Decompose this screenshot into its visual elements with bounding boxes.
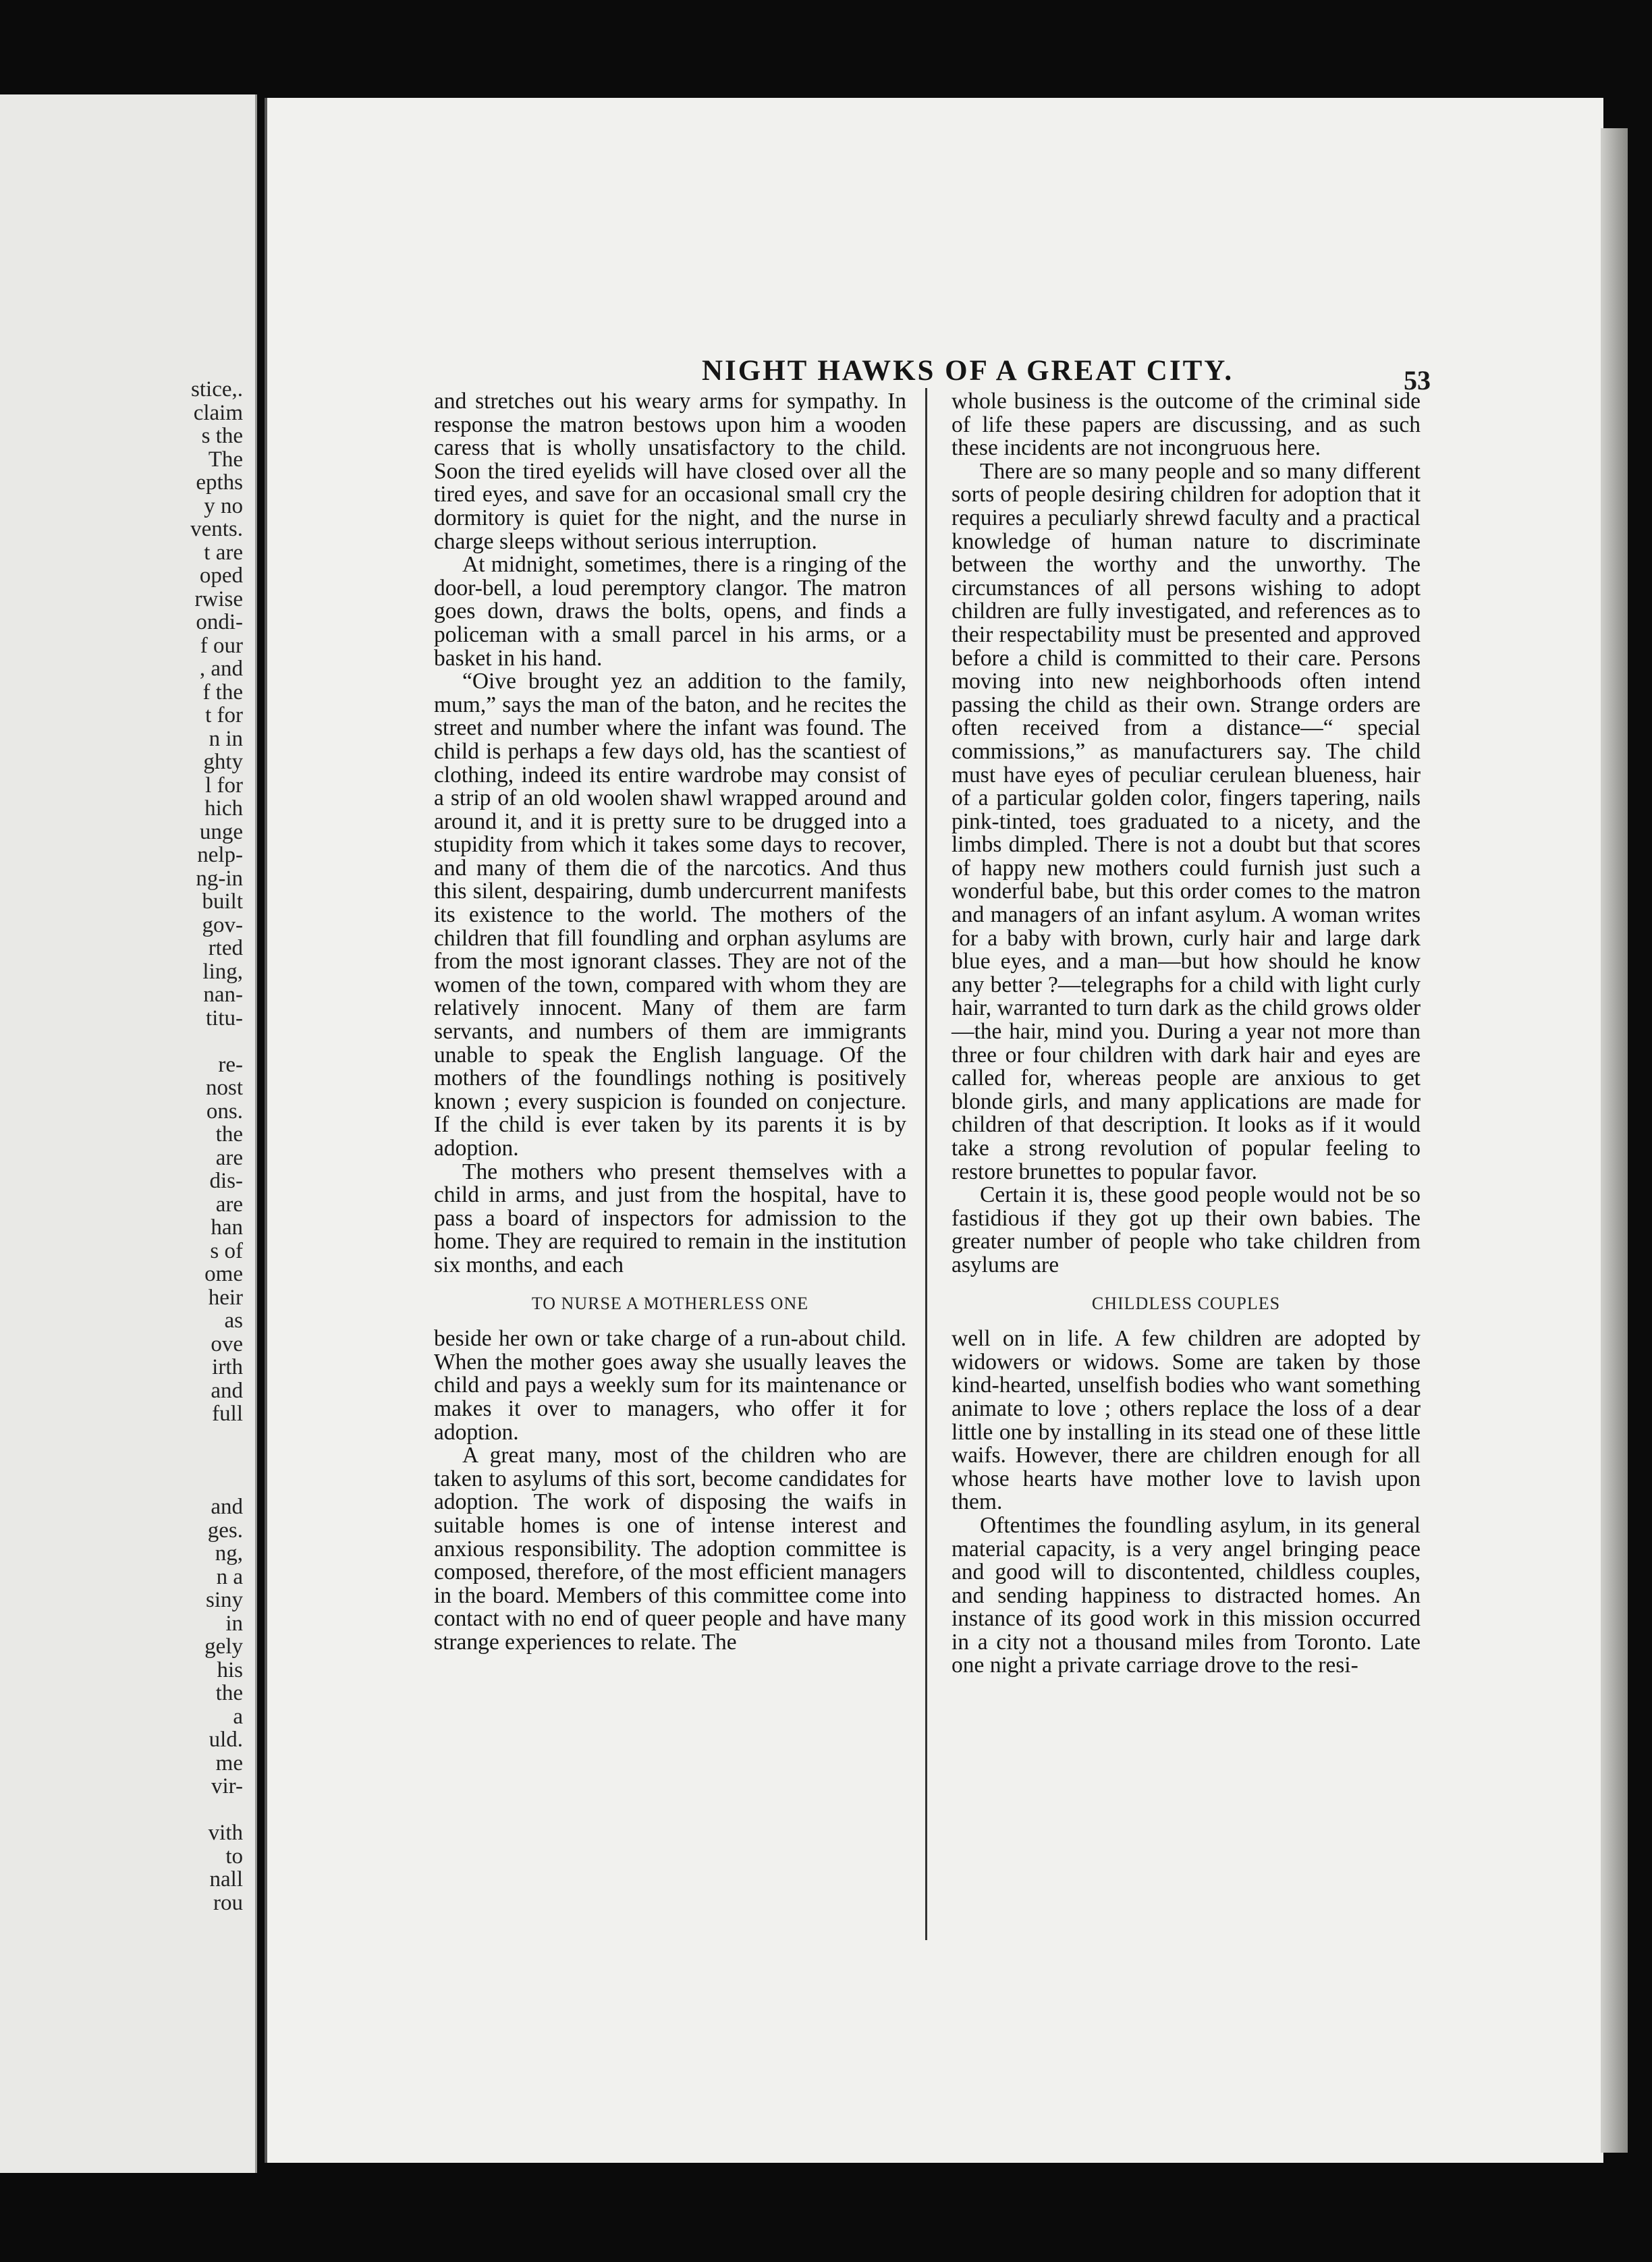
previous-page-fragment: f our — [200, 633, 243, 658]
previous-page-fragment: y no — [204, 493, 243, 518]
section-subheading: CHILDLESS COUPLES — [1091, 1293, 1281, 1313]
paragraph: whole business is the outcome of the criminal side of life these papers are discussing, and as such these incidents are not incongruous here. — [952, 389, 1421, 461]
previous-page-fragment: rou — [213, 1890, 243, 1915]
previous-page-fragment: ng, — [215, 1541, 243, 1566]
previous-page-fragment: and — [211, 1495, 243, 1519]
previous-page-fragment: full — [212, 1402, 243, 1426]
previous-page-fragment: re- — [218, 1052, 243, 1077]
previous-page-fragment: t for — [205, 703, 243, 727]
paragraph: A great many, most of the children who are taken to asylums of this sort, become candidates for adoption. The work of disposing the waifs in suitable homes is one of intense interest and anxious responsibility. The adoption committee is composed, therefore, of the most efficient managers in the board. Members of this committee come into contact with no end of queer people and have many strange experiences to relate. The — [434, 1443, 906, 1655]
running-head: NIGHT HAWKS OF A GREAT CITY. — [702, 355, 1234, 387]
previous-page-fragment: ng-in — [196, 866, 243, 891]
previous-page-fragment: t are — [204, 540, 243, 565]
previous-page-fragment: in — [225, 1611, 243, 1636]
previous-page-fragment: , and — [199, 657, 243, 681]
previous-page-strip — [0, 94, 257, 2173]
left-column — [434, 390, 906, 1654]
right-column — [952, 390, 1421, 1678]
paragraph: beside her own or take charge of a run-about child. When the mother goes away she usually leaves the child and pays a weekly sum for its maintenance or makes it over to managers, who offer it for adoption. — [434, 1326, 906, 1445]
previous-page-fragment: han — [211, 1215, 243, 1240]
paragraph: well on in life. A few children are adopted by widowers or widows. Some are taken by those kind-hearted, unselfish bodies who want something animate to love ; others replace the loss of a dear little one by installing in its stead one of these little waifs. However, there are children enough for all whose hearts have mother love to lavish upon them. — [952, 1326, 1421, 1515]
column-divider — [925, 388, 927, 1940]
paragraph: “Oive brought yez an addition to the family, mum,” says the man of the baton, and he recites the street and number where the infant was found. The child is perhaps a few days old, has the scantiest of clothing, indeed its entire wardrobe may consist of a strip of an old woolen shawl wrapped around and around it, and it is pretty sure to be drugged into a stupidity from which it takes some days to recover, and many of them die of the narcotics. And thus this silent, despairing, dumb undercurrent manifests its existence to the world. The mothers of the children that fill foundling and orphan asylums are from the most ignorant classes. They are not of the women of the town, compared with whom they are relatively innocent. Many of them are farm servants, and numbers of them are immigrants unable to speak the English language. Of the mothers of the foundlings nothing is positively known ; every suspicion is founded on conjecture. If the child is ever taken by its parents it is by adoption. — [434, 669, 906, 1161]
previous-page-fragment: epths — [196, 470, 243, 495]
previous-page-fragment: ove — [211, 1331, 243, 1356]
previous-page-fragment: titu- — [206, 1005, 243, 1030]
previous-page-fragment: l for — [205, 773, 243, 798]
previous-page-fragment: me — [215, 1750, 243, 1775]
previous-page-fragment: f the — [202, 680, 243, 705]
previous-page-fragment: irth — [212, 1355, 243, 1379]
previous-page-fragment: dis- — [209, 1169, 243, 1193]
previous-page-fragment: are — [215, 1145, 243, 1170]
previous-page-fragment: s of — [210, 1238, 243, 1263]
previous-page-fragment: ondi- — [196, 610, 243, 634]
previous-page-fragment: nall — [209, 1867, 243, 1892]
previous-page-fragment: vents. — [190, 517, 243, 541]
previous-page-fragment: uld. — [209, 1728, 243, 1752]
page-number: 53 — [1404, 365, 1431, 395]
paragraph: The mothers who present themselves with a child in arms, and just from the hospital, have to pass a board of inspectors for admission to the home. They are required to remain in the institution six months, and each — [434, 1159, 906, 1277]
previous-page-fragment: nelp- — [197, 843, 243, 867]
paragraph: Certain it is, these good people would not be so fastidious if they got up their own babies. The greater number of people who take children from asylums are — [952, 1182, 1421, 1277]
previous-page-fragment: built — [202, 889, 243, 914]
previous-page-fragment: ghty — [203, 750, 243, 774]
previous-page-fragment: gely — [204, 1634, 243, 1659]
previous-page-fragment: are — [215, 1192, 243, 1217]
paragraph: There are so many people and so many different sorts of people desiring children for adoption that it requires a peculiarly shrewd faculty and a practical knowledge of human nature to discriminate between the worthy and the unworthy. The circumstances of all persons wishing to adopt children are fully investigated, and references as to their respectability must be presented and approved before a child is committed to their care. Persons moving into new neighborhoods often intend passing the child as their own. Strange orders are often received from a distance—“ special commissions,” as manufacturers say. The child must have eyes of peculiar cerulean blueness, hair of a particular golden color, fingers tapering, nails pink-tinted, toes graduated to a nicety, and the limbs dimpled. There is not a doubt but that scores of happy new mothers could furnish just such a wonderful babe, but this order comes to the matron and managers of an infant asylum. A woman writes for a baby with brown, curly hair and large dark blue eyes, and a man—but how should he know any better ?—telegraphs for a child with light curly hair, warranted to turn dark as the child grows older—the hair, mind you. During a year not more than three or four children with dark hair and eyes are called for, whereas people are anxious to get blonde girls, and many applications are made for children of that description. It looks as if it would take a strong revolution of popular feeling to restore brunettes to popular favor. — [952, 458, 1421, 1184]
previous-page-fragment: oped — [199, 563, 243, 588]
previous-page-fragment: n in — [209, 726, 243, 751]
page-edge — [1601, 128, 1628, 2153]
paragraph: Oftentimes the foundling asylum, in its general material capacity, is a very angel bringing peace and good will to discontented, childless couples, and sending happiness to distracted homes. An instance of its good work in this mission occurred in a city not a thousand miles from Toronto. Late one night a private carriage drove to the resi- — [952, 1512, 1421, 1678]
previous-page-fragment: rwise — [194, 586, 243, 611]
previous-page-fragment: a — [233, 1704, 243, 1729]
previous-page-fragment: vith — [208, 1821, 243, 1845]
previous-page-fragment: gov- — [202, 912, 243, 937]
previous-page-fragment: n a — [216, 1564, 243, 1589]
previous-page-fragment: the — [215, 1681, 243, 1705]
previous-page-fragment: ons. — [206, 1099, 243, 1124]
previous-page-fragment: ome — [204, 1262, 243, 1286]
previous-page-fragment: nan- — [203, 983, 243, 1007]
previous-page-fragment: and — [211, 1378, 243, 1403]
previous-page-fragment: nost — [205, 1076, 243, 1100]
previous-page-fragment: rted — [208, 936, 243, 960]
previous-page-fragment: unge — [199, 819, 243, 844]
previous-page-fragment: heir — [208, 1285, 243, 1310]
paragraph: and stretches out his weary arms for sympathy. In response the matron bestows upon him a wooden caress that is wholly unsatisfactory to the child. Soon the tired eyelids will have closed over all the tired eyes, and save for an occasional small cry the dormitory is quiet for the night, and the nurse in charge sleeps without serious interruption. — [434, 389, 906, 554]
previous-page-fragment: claim — [193, 400, 243, 425]
paragraph: At midnight, sometimes, there is a ringing of the door-bell, a loud peremptory clangor. The matron goes down, draws the bolts, opens, and finds a policeman with a small parcel in his arms, or a basket in his hand. — [434, 552, 906, 671]
previous-page-fragment: stice,. — [191, 377, 243, 402]
previous-page-fragment: hich — [204, 796, 243, 821]
previous-page-fragment: his — [217, 1657, 243, 1682]
previous-page-fragment: the — [215, 1122, 243, 1147]
previous-page-fragment: The — [208, 447, 243, 472]
previous-page-fragment: to — [225, 1844, 243, 1869]
previous-page-fragment: ges. — [207, 1518, 243, 1543]
section-subheading: TO NURSE A MOTHERLESS ONE — [531, 1293, 809, 1313]
previous-page-fragment: s the — [201, 424, 243, 448]
previous-page-fragment: vir- — [211, 1774, 243, 1798]
previous-page-fragment: siny — [205, 1588, 243, 1612]
previous-page-fragment: ling, — [202, 959, 243, 984]
previous-page-fragment: as — [224, 1308, 243, 1333]
